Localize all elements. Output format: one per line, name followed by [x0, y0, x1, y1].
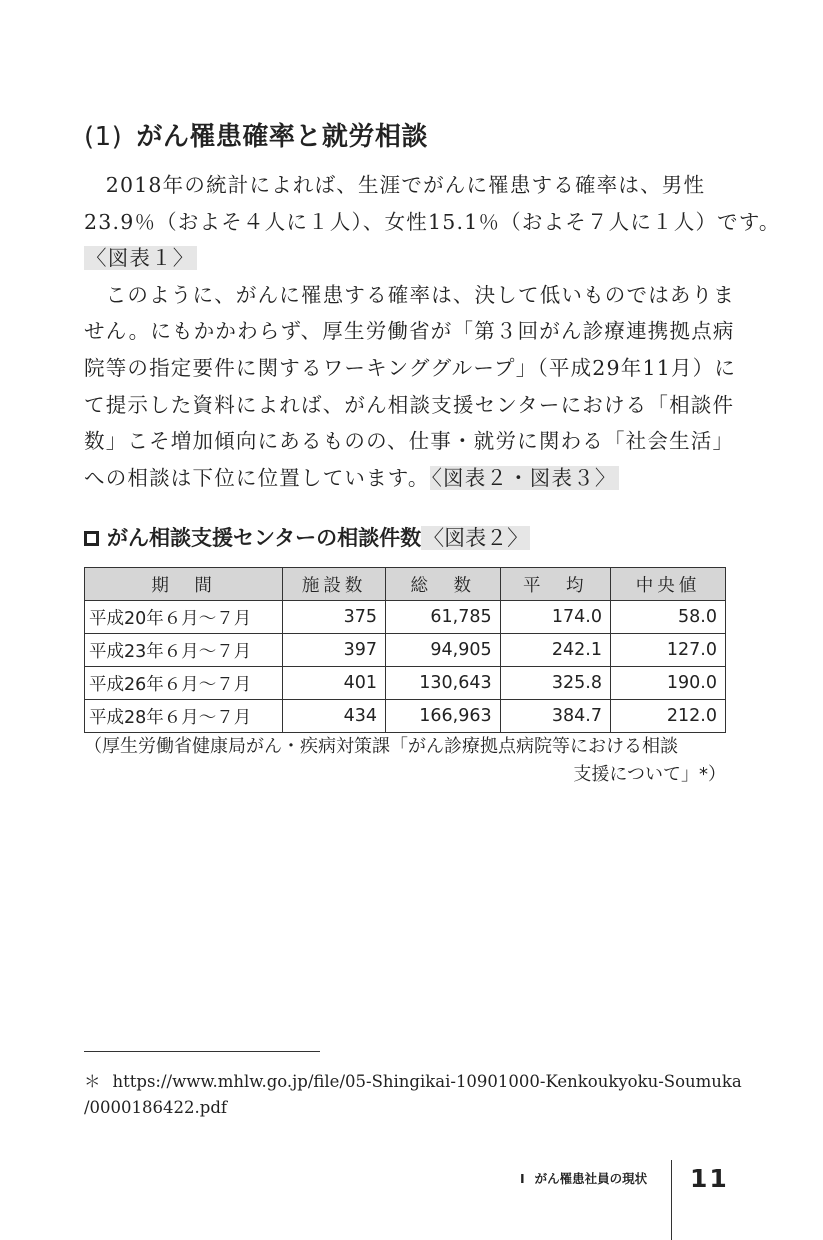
page-number: 11 — [690, 1164, 729, 1193]
cell-average: 242.1 — [500, 634, 610, 667]
table-row — [85, 700, 726, 733]
source-line-2: 支援について」*） — [573, 764, 726, 785]
chapter-number: Ⅰ — [520, 1171, 525, 1186]
header-total: 総 数 — [386, 568, 501, 601]
cell-median: 58.0 — [610, 601, 725, 634]
cell-facilities: 397 — [283, 634, 386, 667]
cell-total: 130,643 — [386, 667, 501, 700]
paragraph-2-line-2: せん。にもかかわらず、厚生労働省が「第３回がん診療連携拠点病 — [84, 319, 735, 344]
cell-period: 平成26年６月～７月 — [85, 667, 283, 700]
cell-facilities: 434 — [283, 700, 386, 733]
cell-average: 325.8 — [500, 667, 610, 700]
footnote-mark: ＊ — [84, 1072, 101, 1091]
footnote — [84, 1069, 742, 1121]
paragraph-1-line-2: 23.9％（およそ４人に１人）、女性15.1％（およそ７人に１人）です。 — [84, 209, 781, 234]
paragraph-1-line-1: 2018年の統計によれば、生涯でがんに罹患する確率は、男性 — [105, 173, 706, 197]
footnote-url-part-2: /0000186422.pdf — [84, 1098, 228, 1117]
consultation-count-table — [84, 567, 726, 733]
cell-median: 127.0 — [610, 634, 725, 667]
page-number-divider — [671, 1160, 672, 1240]
table-source-note — [84, 733, 726, 789]
paragraph-2-line-6: への相談は下位に位置しています。〈図表２・図表３〉 — [84, 465, 617, 490]
cell-average: 384.7 — [500, 700, 610, 733]
header-average: 平 均 — [500, 568, 610, 601]
square-bullet-icon — [84, 531, 99, 546]
paragraph-2-line-1: このように、がんに罹患する確率は、決して低いものではありま — [105, 282, 736, 307]
paragraph-2-line-3: 院等の指定要件に関するワーキンググループ」（平成29年11月）に — [84, 355, 737, 380]
source-line-1: （厚生労働省健康局がん・疾病対策課「がん診療拠点病院等における相談 — [84, 736, 678, 757]
paragraph-1 — [84, 167, 781, 277]
cell-median: 212.0 — [610, 700, 725, 733]
table-row — [85, 601, 726, 634]
header-period: 期 間 — [85, 568, 283, 601]
cell-period: 平成20年６月～７月 — [85, 601, 283, 634]
cell-facilities: 375 — [283, 601, 386, 634]
footnote-line-1 — [84, 1069, 742, 1095]
paragraph-2 — [84, 277, 737, 497]
paragraph-2-line-5: 数」こそ増加傾向にあるものの、仕事・就労に関わる「社会生活」 — [84, 429, 735, 454]
figure-reference-2-3: 〈図表２・図表３〉 — [431, 465, 617, 490]
cell-total: 94,905 — [386, 634, 501, 667]
table-header-row — [85, 568, 726, 601]
section-number: (1) — [84, 122, 123, 152]
footnote-divider — [84, 1051, 320, 1052]
cell-average: 174.0 — [500, 601, 610, 634]
section-title: がん罹患確率と就労相談 — [136, 122, 428, 152]
header-facilities: 施設数 — [283, 568, 386, 601]
body-text — [84, 167, 781, 496]
table-heading — [84, 522, 530, 552]
chapter-title: がん罹患社員の現状 — [534, 1171, 648, 1186]
table-figure-reference: 〈図表２〉 — [423, 526, 529, 550]
table-row — [85, 634, 726, 667]
cell-facilities: 401 — [283, 667, 386, 700]
cell-period: 平成23年６月～７月 — [85, 634, 283, 667]
table-title: がん相談支援センターの相談件数 — [107, 526, 422, 550]
cell-total: 61,785 — [386, 601, 501, 634]
cell-median: 190.0 — [610, 667, 725, 700]
paragraph-2-line-4: て提示した資料によれば、がん相談支援センターにおける「相談件 — [84, 392, 735, 417]
figure-reference-1: 〈図表１〉 — [86, 246, 195, 271]
table-row — [85, 667, 726, 700]
cell-total: 166,963 — [386, 700, 501, 733]
cell-period: 平成28年６月～７月 — [85, 700, 283, 733]
running-head — [520, 1169, 647, 1187]
header-median: 中央値 — [610, 568, 725, 601]
section-heading — [84, 116, 428, 153]
footnote-url-part-1: https://www.mhlw.go.jp/file/05-Shingikai-10901000-Kenkoukyoku-Soumuka — [112, 1072, 742, 1091]
paragraph-1-line-3 — [84, 240, 734, 277]
